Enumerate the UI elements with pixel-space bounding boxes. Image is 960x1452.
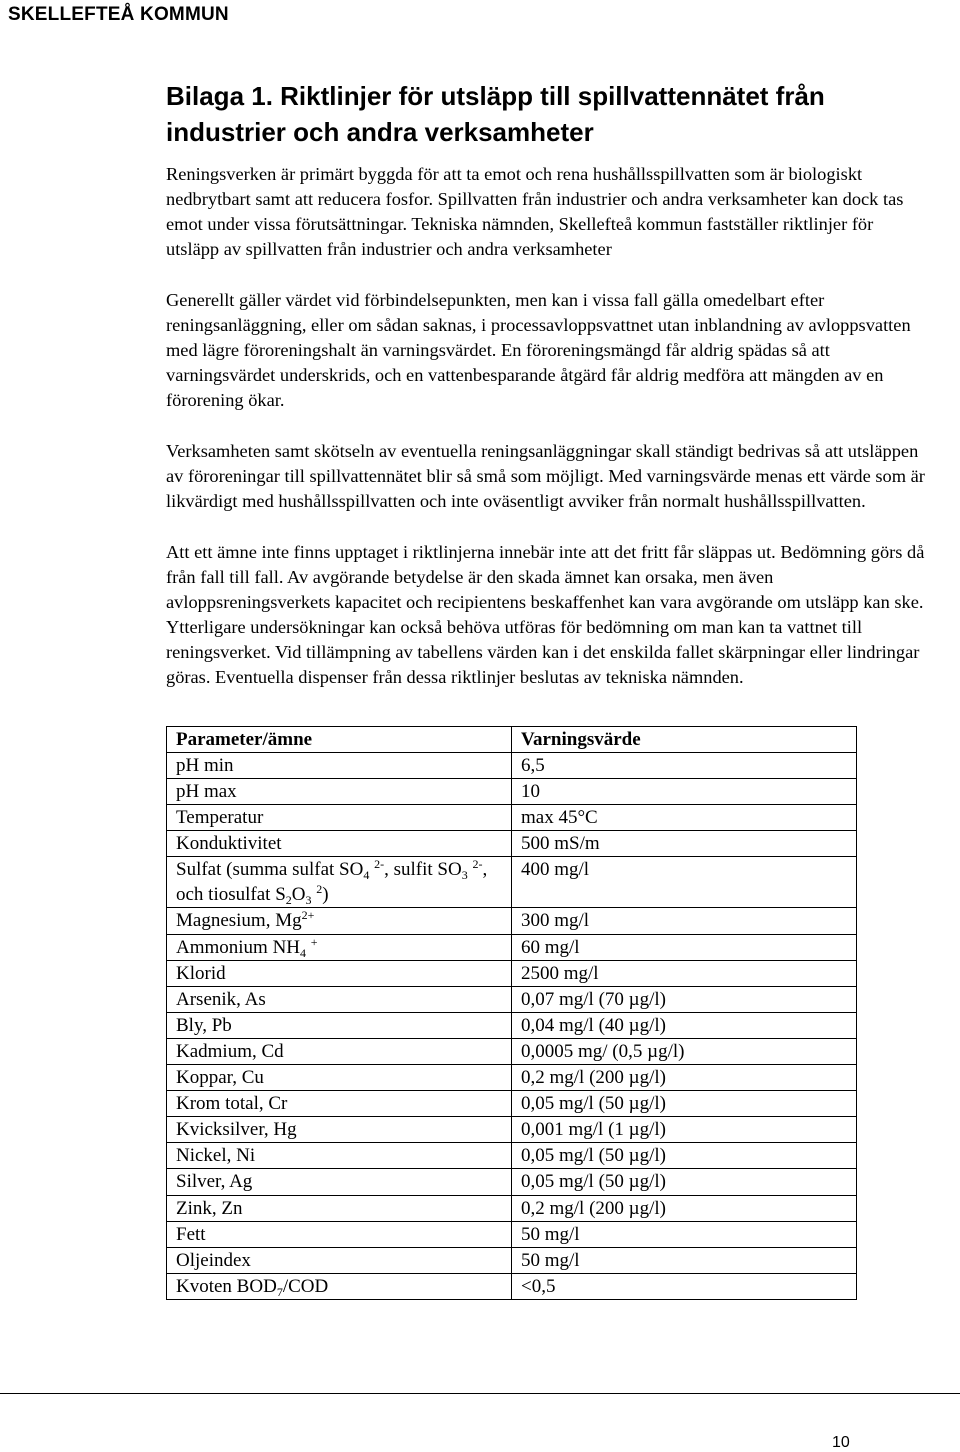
warning-value-cell: 50 mg/l [512, 1247, 857, 1273]
parameter-cell: Kvoten $BOD_7$/COD [167, 1273, 512, 1299]
warning-value-cell: 10 [512, 779, 857, 805]
warning-value-cell: max 45°C [512, 805, 857, 831]
paragraph-operations: Verksamheten samt skötseln av eventuella reningsanläggningar skall ständigt bedrivas så att utsläppen av föroreningar till spillvattennätet blir så små som möjligt. Med varningsvärde menas ett värde som är likvärdigt med hushållsspillvatten och inte oväsentligt avviker från normalt hushållsspillvatten. [166, 441, 925, 511]
table-row [167, 1273, 857, 1299]
parameter-cell: Zink, Zn [167, 1195, 512, 1221]
warning-value-cell: 0,07 mg/l (70 µg/l) [512, 986, 857, 1012]
parameter-cell: pH min [167, 753, 512, 779]
organization-header: SKELLEFTEÅ KOMMUN [8, 4, 229, 25]
table-row [167, 1065, 857, 1091]
parameter-cell: Magnesium, $Mg^{2+}$ [167, 908, 512, 934]
parameter-cell: Oljeindex [167, 1247, 512, 1273]
warning-value-cell: 50 mg/l [512, 1221, 857, 1247]
parameter-cell: Fett [167, 1221, 512, 1247]
warning-value-cell: 0,001 mg/l (1 µg/l) [512, 1117, 857, 1143]
parameter-cell: Arsenik, As [167, 986, 512, 1012]
table-row [167, 934, 857, 960]
parameter-cell: Temperatur [167, 805, 512, 831]
paragraph-intro: Reningsverken är primärt byggda för att ta emot och rena hushållsspillvatten som är biologiskt nedbrytbart samt att reducera fosfor. Spillvatten från industrier och andra verksamheter kan dock tas emot under vissa förutsättningar. Tekniska nämnden, Skellefteå kommun fastställer riktlinjer för utsläpp av spillvatten från industrier och andra verksamheter [166, 164, 904, 259]
warning-value-cell: 0,2 mg/l (200 µg/l) [512, 1065, 857, 1091]
warning-value-cell: 300 mg/l [512, 908, 857, 934]
parameter-cell: Silver, Ag [167, 1169, 512, 1195]
parameter-cell: Ammonium $NH_4$ + [167, 934, 512, 960]
parameter-cell: Krom total, Cr [167, 1091, 512, 1117]
warning-value-cell: 6,5 [512, 753, 857, 779]
parameter-cell: Koppar, Cu [167, 1065, 512, 1091]
table-row [167, 1117, 857, 1143]
table-row [167, 1143, 857, 1169]
warning-value-cell: 2500 mg/l [512, 960, 857, 986]
warning-value-cell: 0,0005 mg/ (0,5 µg/l) [512, 1038, 857, 1064]
table-row [167, 1169, 857, 1195]
warning-value-cell: 60 mg/l [512, 934, 857, 960]
page-title: Bilaga 1. Riktlinjer för utsläpp till spillvattennätet från industrier och andra verksamheter [166, 81, 825, 147]
table-row [167, 831, 857, 857]
parameter-cell: Kvicksilver, Hg [167, 1117, 512, 1143]
column-header-warning-value: Varningsvärde [512, 727, 857, 753]
parameter-cell: Bly, Pb [167, 1012, 512, 1038]
table-row [167, 1221, 857, 1247]
table-row [167, 1038, 857, 1064]
warning-value-cell: 0,2 mg/l (200 µg/l) [512, 1195, 857, 1221]
page-number: 10 [832, 1434, 850, 1451]
warning-value-cell: 0,05 mg/l (50 µg/l) [512, 1143, 857, 1169]
warning-value-cell: 0,05 mg/l (50 µg/l) [512, 1169, 857, 1195]
footer-divider [0, 1393, 960, 1394]
paragraph-general: Generellt gäller värdet vid förbindelsepunkten, men kan i vissa fall gälla omedelbart efter reningsanläggning, eller om sådan saknas, i processavloppsvattnet utan inblandning av avloppsvatten med lägre föroreningshalt än varningsvärdet. En föroreningsmängd får aldrig spädas så att varningsvärdet underskrids, och en vattenbesparande åtgärd får aldrig medföra att mängden av en förorening ökar. [166, 290, 911, 410]
table-row [167, 1012, 857, 1038]
parameter-cell: Kadmium, Cd [167, 1038, 512, 1064]
column-header-parameter: Parameter/ämne [167, 727, 512, 753]
parameter-cell: Klorid [167, 960, 512, 986]
table-row [167, 753, 857, 779]
table-row [167, 779, 857, 805]
table-row [167, 960, 857, 986]
warning-value-cell: 500 mS/m [512, 831, 857, 857]
paragraph-assessment: Att ett ämne inte finns upptaget i riktlinjerna innebär inte att det fritt får släppas ut. Bedömning görs då från fall till fall. Av avgörande betydelse är den skada ämnet kan orsaka, men även avloppsreningsverkets kapacitet och recipientens beskaffenhet kan vara avgörande om utsläpp kan ske. Ytterligare undersökningar kan också behöva utföras för bedömning om man kan ta vattnet till reningsverket. Vid tillämpning av tabellens värden kan i det enskilda fallet skärpningar eller lindringar göras. Eventuella dispenser från dessa riktlinjer beslutas av tekniska nämnden. [166, 542, 925, 687]
parameter-cell: Nickel, Ni [167, 1143, 512, 1169]
parameter-cell: Sulfat (summa sulfat $SO_4$ $^{2-}$, sulfit $SO_3$ $^{2-}$, och tiosulfat $S_2O_3$ $^2$) [167, 857, 512, 908]
table-row [167, 857, 857, 908]
table-row [167, 908, 857, 934]
table-row [167, 1195, 857, 1221]
table-row [167, 1247, 857, 1273]
table-row [167, 986, 857, 1012]
table-header-row [167, 727, 857, 753]
warning-value-cell: 0,04 mg/l (40 µg/l) [512, 1012, 857, 1038]
document-body [166, 78, 926, 1300]
warning-value-cell: 400 mg/l [512, 857, 857, 908]
parameter-cell: pH max [167, 779, 512, 805]
guideline-table [166, 726, 857, 1300]
table-row [167, 805, 857, 831]
warning-value-cell: 0,05 mg/l (50 µg/l) [512, 1091, 857, 1117]
parameter-cell: Konduktivitet [167, 831, 512, 857]
table-row [167, 1091, 857, 1117]
warning-value-cell: <0,5 [512, 1273, 857, 1299]
